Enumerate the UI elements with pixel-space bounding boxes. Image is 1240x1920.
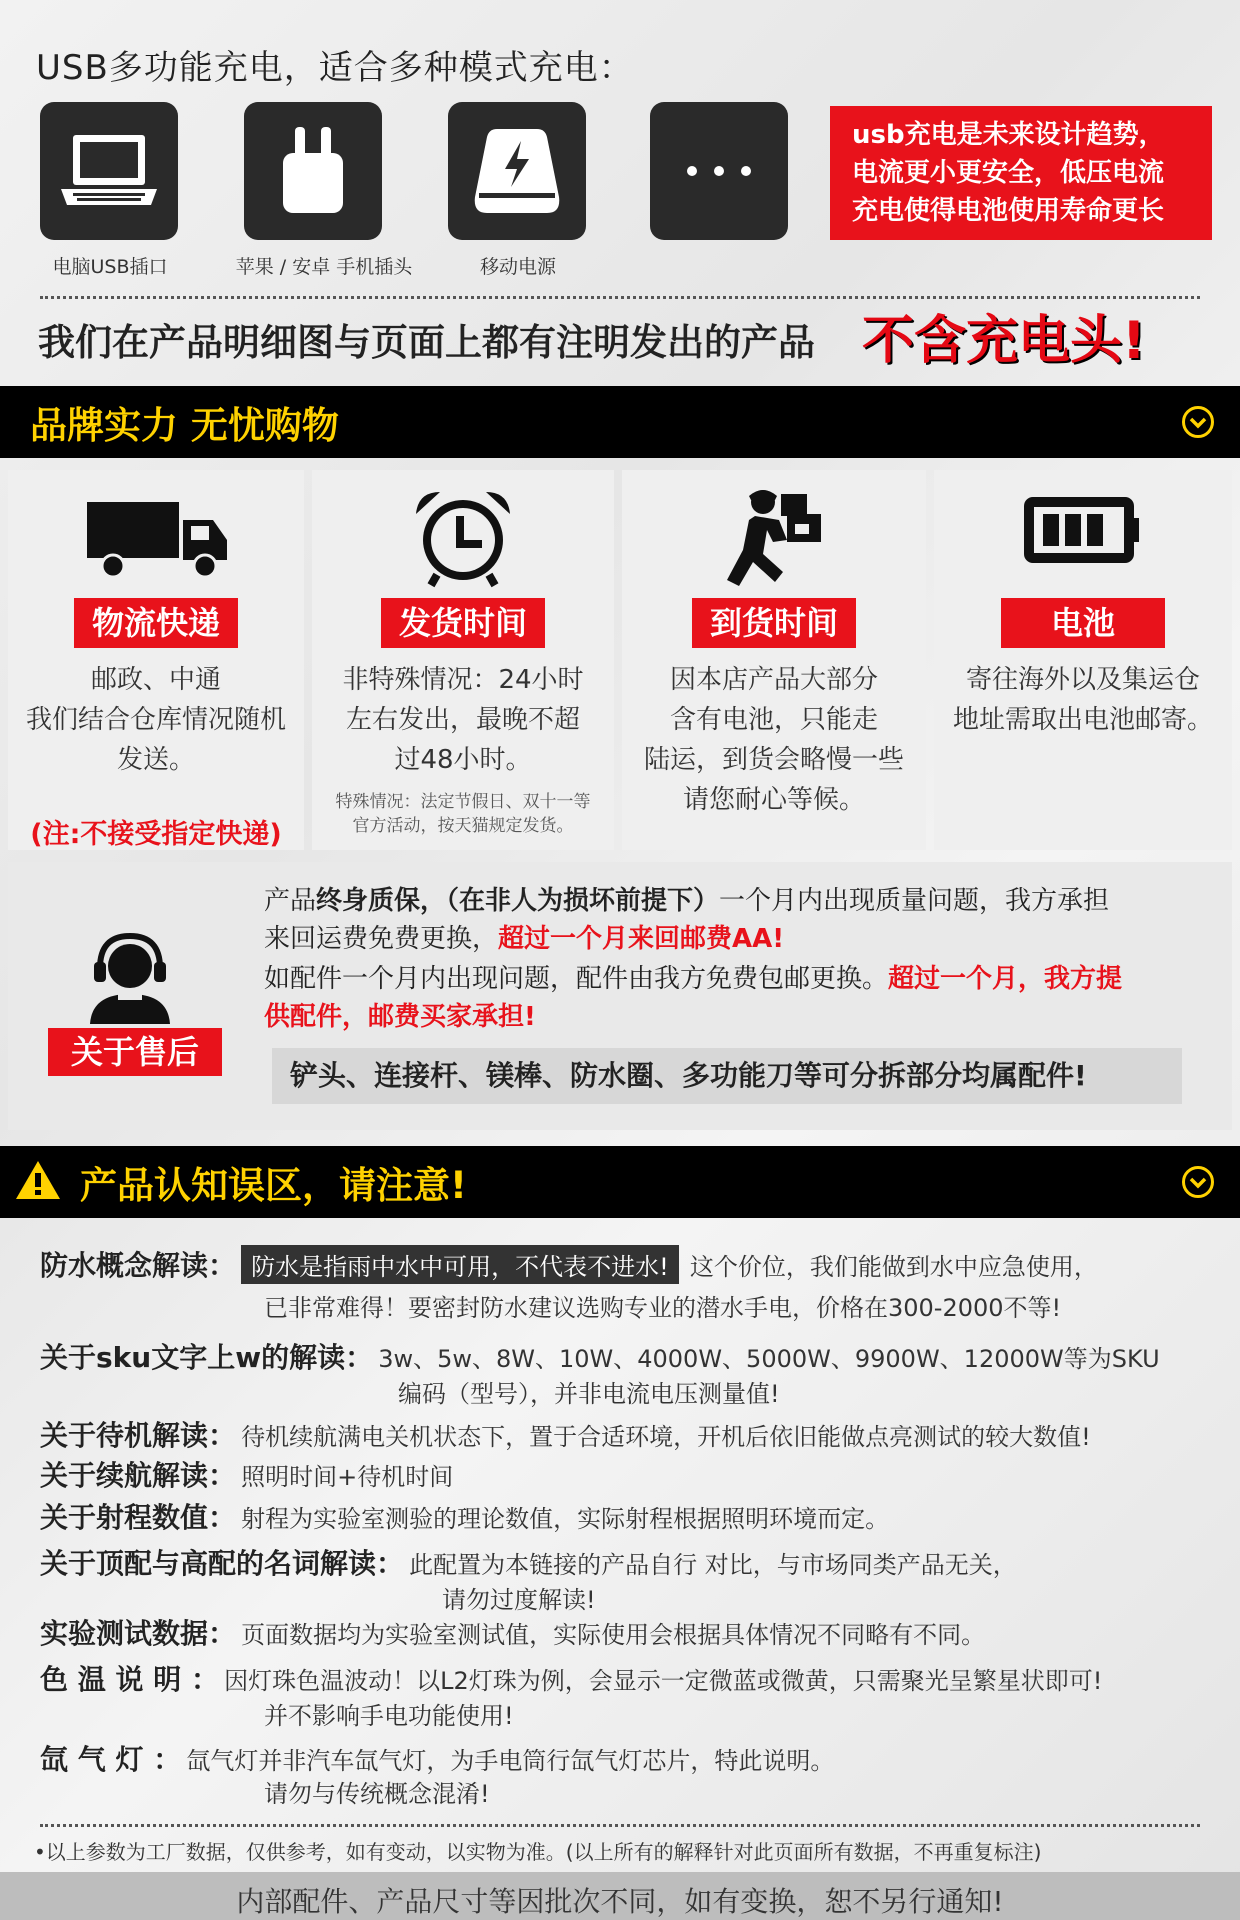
card-shipping-special-note: [318, 790, 608, 838]
card-logistics-text: [14, 660, 298, 780]
waterproof-sub: 已非常难得！要密封防水建议选购专业的潜水手电，价格在300-2000不等!: [264, 1294, 1062, 1322]
color-temp-value: 因灯珠色温波动！以L2灯珠为例，会显示一定微蓝或微黄，只需聚光呈繁星状即可!: [224, 1667, 1103, 1695]
color-temp-key: 色 温 说 明 ：: [40, 1663, 219, 1696]
divider: [40, 1824, 1200, 1827]
aftersale-label: 关于售后: [48, 1028, 222, 1076]
sku-row: [40, 1336, 1160, 1376]
standby-key: 关于待机解读：: [40, 1419, 237, 1452]
sku-value: 3w、5w、8W、10W、4000W、5000W、9900W、12000W等为SKU: [378, 1345, 1160, 1373]
brand-banner: [0, 386, 1240, 458]
card-small-line: 特殊情况：法定节假日、双十一等: [335, 792, 591, 812]
power-bank-icon: [448, 102, 586, 240]
aftersale-highlight: 超过一个月来回邮费AA!: [498, 924, 785, 954]
charger-plug-icon: [244, 102, 382, 240]
misconceptions-title: 产品认知误区，请注意!: [80, 1164, 467, 1207]
usb-note-line-1: usb充电是未来设计趋势，: [852, 120, 1165, 150]
laptop-icon: [40, 102, 178, 240]
brand-banner-title: 品牌实力 无忧购物: [30, 404, 339, 447]
card-line: 地址需取出电池邮寄。: [952, 705, 1213, 735]
battery-icon: [1023, 490, 1143, 574]
endurance-row: [40, 1454, 453, 1494]
bottom-notice-bar: 内部配件、产品尺寸等因批次不同，如有变换，恕不另行通知!: [0, 1872, 1240, 1920]
card-small-line: 官方活动，按天猫规定发货。: [352, 816, 574, 836]
aftersale-text: 来回运费免费更换，: [264, 924, 499, 954]
card-logistics-label: 物流快递: [74, 598, 238, 648]
xenon-key: 氙 气 灯 ：: [40, 1743, 182, 1776]
footnote: •以上参数为工厂数据，仅供参考，如有变动，以实物为准。(以上所有的解释针对此页面所有数据，不再重复标注): [34, 1840, 1042, 1864]
config-key: 关于顶配与高配的名词解读：: [40, 1547, 405, 1580]
config-sub: 请勿过度解读!: [442, 1586, 596, 1614]
card-arrival-text: [628, 660, 920, 820]
waterproof-row: [40, 1244, 1098, 1284]
range-value: 射程为实验室测验的理论数值，实际射程根据照明环境而定。: [241, 1505, 890, 1533]
aftersale-parts-note: 铲头、连接杆、镁棒、防水圈、多功能刀等可分拆部分均属配件!: [272, 1048, 1182, 1104]
card-line: 邮政、中通: [90, 665, 221, 695]
card-line: 请您耐心等候。: [682, 785, 865, 815]
card-line: 左右发出，最晚不超: [345, 705, 580, 735]
card-battery: [934, 470, 1232, 850]
aftersale-line-4: 供配件，邮费买家承担!: [264, 1002, 536, 1032]
more-icon: [650, 102, 788, 240]
no-charger-highlight: 不含充电头!: [862, 311, 1146, 371]
range-key: 关于射程数值：: [40, 1501, 237, 1534]
chevron-down-icon: [1182, 406, 1214, 438]
card-logistics: [8, 470, 304, 850]
card-line: 寄往海外以及集运仓: [965, 665, 1200, 695]
card-line: 因本店产品大部分: [669, 665, 878, 695]
caption-power-bank: 移动电源: [479, 256, 556, 278]
no-charger-text: 我们在产品明细图与页面上都有注明发出的产品: [38, 321, 815, 364]
card-shipping-time: [312, 470, 614, 850]
sku-sub: 编码（型号），并非电流电压测量值!: [398, 1380, 780, 1408]
aftersale-section: [8, 862, 1232, 1130]
card-shipping-label: 发货时间: [381, 598, 545, 648]
card-battery-text: [940, 660, 1226, 740]
waterproof-highlight: 防水是指雨中水中可用，不代表不进水!: [241, 1245, 679, 1284]
waterproof-value: 这个价位，我们能做到水中应急使用，: [689, 1253, 1098, 1281]
aftersale-highlight: 超过一个月，我方提: [888, 964, 1123, 994]
card-line: 我们结合仓库情况随机: [25, 705, 286, 735]
card-shipping-text: [318, 660, 608, 780]
aftersale-text: 一个月内出现质量问题，我方承担: [719, 886, 1110, 916]
card-arrival-time: [622, 470, 926, 850]
card-line: 陆运，到货会略慢一些: [643, 745, 904, 775]
color-temp-sub: 并不影响手电功能使用!: [264, 1702, 514, 1730]
config-row: [40, 1542, 1017, 1582]
aftersale-line-2: [264, 920, 784, 958]
alarm-clock-icon: [408, 484, 518, 592]
lab-key: 实验测试数据：: [40, 1617, 237, 1650]
usb-note-line-2: 电流更小更安全，低压电流: [852, 158, 1165, 188]
usb-charging-note: [830, 106, 1212, 240]
color-temp-row: [40, 1658, 1102, 1698]
aftersale-line-1: [264, 882, 1109, 920]
usb-note-line-3: 充电使得电池使用寿命更长: [852, 196, 1165, 226]
customer-service-icon: [82, 930, 178, 1030]
truck-icon: [81, 484, 231, 588]
sku-key: 关于sku文字上w的解读：: [40, 1341, 374, 1374]
xenon-sub: 请勿与传统概念混淆!: [264, 1780, 490, 1808]
card-line: 发送。: [116, 745, 195, 775]
caption-computer-usb: 电脑USB插口: [52, 256, 168, 278]
xenon-row: [40, 1738, 834, 1778]
card-arrival-label: 到货时间: [692, 598, 856, 648]
card-logistics-note: (注:不接受指定快递): [30, 819, 282, 850]
warning-icon: [14, 1159, 62, 1205]
aftersale-text: 如配件一个月内出现问题，配件由我方免费包邮更换。: [264, 964, 889, 994]
delivery-man-icon: [709, 484, 839, 606]
range-row: [40, 1496, 889, 1536]
waterproof-key: 防水概念解读：: [40, 1249, 237, 1282]
usb-section-title: USB多功能充电，适合多种模式充电：: [36, 48, 634, 88]
card-line: 过48小时。: [394, 745, 532, 775]
aftersale-line-3: [264, 960, 1122, 998]
xenon-value: 氙气灯并非汽车氙气灯，为手电筒行氙气灯芯片，特此说明。: [186, 1747, 835, 1775]
lab-value: 页面数据均为实验室测试值，实际使用会根据具体情况不同略有不同。: [241, 1621, 986, 1649]
aftersale-text: 产品: [264, 886, 317, 916]
card-line: 非特殊情况：24小时: [342, 665, 584, 695]
caption-phone-plug: 苹果 / 安卓 手机插头: [235, 256, 413, 278]
misconceptions-banner: [0, 1146, 1240, 1218]
standby-value: 待机续航满电关机状态下，置于合适环境，开机后依旧能做点亮测试的较大数值!: [241, 1423, 1091, 1451]
config-value: 此配置为本链接的产品自行 对比，与市场同类产品无关，: [409, 1551, 1017, 1579]
endurance-key: 关于续航解读：: [40, 1459, 237, 1492]
lab-row: [40, 1612, 985, 1652]
card-battery-label: 电池: [1001, 598, 1165, 648]
standby-row: [40, 1414, 1091, 1454]
chevron-down-icon: [1182, 1166, 1214, 1198]
endurance-value: 照明时间+待机时间: [241, 1463, 454, 1491]
card-line: 含有电池，只能走: [669, 705, 878, 735]
aftersale-warranty: 终身质保，（在非人为损坏前提下）: [316, 886, 720, 916]
